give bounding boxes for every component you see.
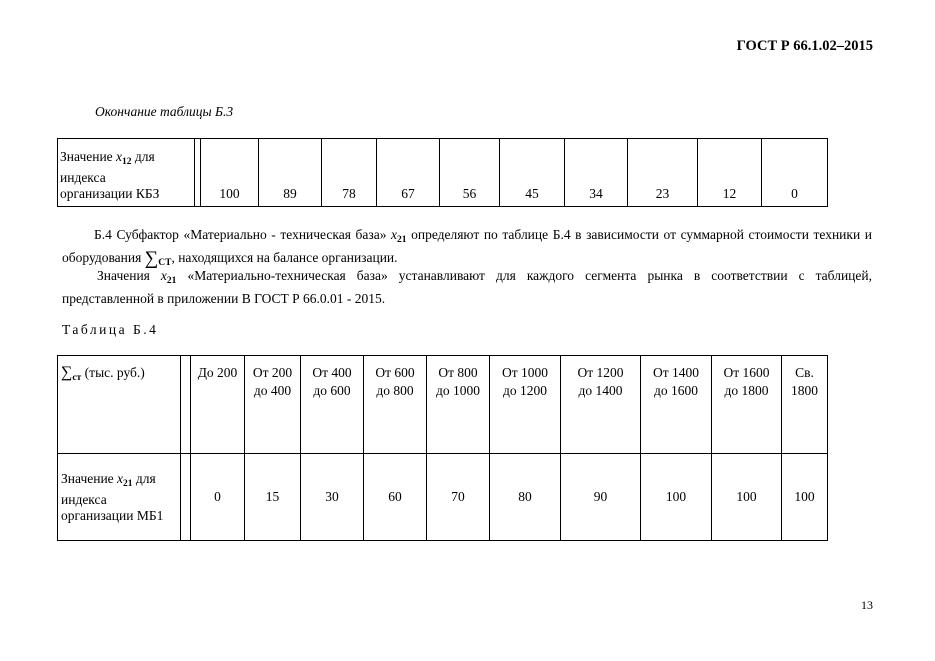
table-b4-range-cell: Св. 1800 xyxy=(782,356,828,454)
table-b4-value-cell: 15 xyxy=(245,454,301,541)
table-b4-range-cell: От 1200 до 1400 xyxy=(561,356,641,454)
table-b4-value-cell: 0 xyxy=(191,454,245,541)
table-b3-row-label: Значение $x_{12}$ для индекса организации КБЗ xyxy=(58,139,195,207)
table-b3-value-cell: 12 xyxy=(698,139,762,207)
table-b4-range-cell: До 200 xyxy=(191,356,245,454)
table-b4-range-cell: От 200 до 400 xyxy=(245,356,301,454)
table-b4 xyxy=(57,355,828,541)
table-b4-header-row xyxy=(58,356,828,454)
table-b3-value-cell: 56 xyxy=(440,139,500,207)
table-b3-value-cell: 67 xyxy=(377,139,440,207)
table-b3-value-cell: 23 xyxy=(628,139,698,207)
table-b4-value-cell: 60 xyxy=(364,454,427,541)
table-b4-range-cell: От 1000 до 1200 xyxy=(490,356,561,454)
table-b3-value-cell: 78 xyxy=(322,139,377,207)
table-b3-value-cell: 34 xyxy=(565,139,628,207)
table-b4-spacer-cell xyxy=(181,454,191,541)
table-b4-range-cell: От 1600 до 1800 xyxy=(712,356,782,454)
document-code: ГОСТ Р 66.1.02–2015 xyxy=(736,38,873,54)
table-b4-value-cell: 80 xyxy=(490,454,561,541)
table-b3-value-cell: 100 xyxy=(201,139,259,207)
table-b4-value-row xyxy=(58,454,828,541)
table-b4-value-label: Значение $x_{21}$ для индекса организации МБ1 xyxy=(58,454,181,541)
table-b3-row xyxy=(58,139,828,207)
page-number: 13 xyxy=(861,598,873,612)
table-b4-range-cell: От 800 до 1000 xyxy=(427,356,490,454)
table-b4-value-cell: 90 xyxy=(561,454,641,541)
table-continuation-caption: Окончание таблицы Б.3 xyxy=(95,104,234,119)
table-b4-value-cell: 100 xyxy=(712,454,782,541)
table-b4-range-cell: От 1400 до 1600 xyxy=(641,356,712,454)
paragraph-b4-intro: Б.4 Субфактор «Материально - техническая база» $x_{21}$ определяют по таблице Б.4 в зависимости от суммарной стоимости техники и оборудования $\sum_{СТ}$, находящихся на балансе организации. xyxy=(62,227,872,269)
sum-symbol: ∑ xyxy=(144,248,159,269)
table-b4-value-cell: 30 xyxy=(301,454,364,541)
table-b4-value-cell: 100 xyxy=(641,454,712,541)
table-b4-caption: Таблица Б.4 xyxy=(62,322,159,337)
table-b4-value-cell: 100 xyxy=(782,454,828,541)
paragraph-b4-values: Значения $x_{21}$ «Материально-техническая база» устанавливают для каждого сегмента рынка в соответствии с таблицей, представленной в приложении В ГОСТ Р 66.0.01 - 2015. xyxy=(62,268,872,306)
table-b3-value-cell: 89 xyxy=(259,139,322,207)
table-b4-header-label: $\sum_{ст}$ (тыс. руб.) xyxy=(58,356,181,454)
table-b3-end xyxy=(57,138,828,207)
table-b4-value-cell: 70 xyxy=(427,454,490,541)
table-b4-spacer-cell xyxy=(181,356,191,454)
table-b3-value-cell: 0 xyxy=(762,139,828,207)
table-b4-range-cell: От 600 до 800 xyxy=(364,356,427,454)
table-b4-range-cell: От 400 до 600 xyxy=(301,356,364,454)
table-b3-value-cell: 45 xyxy=(500,139,565,207)
